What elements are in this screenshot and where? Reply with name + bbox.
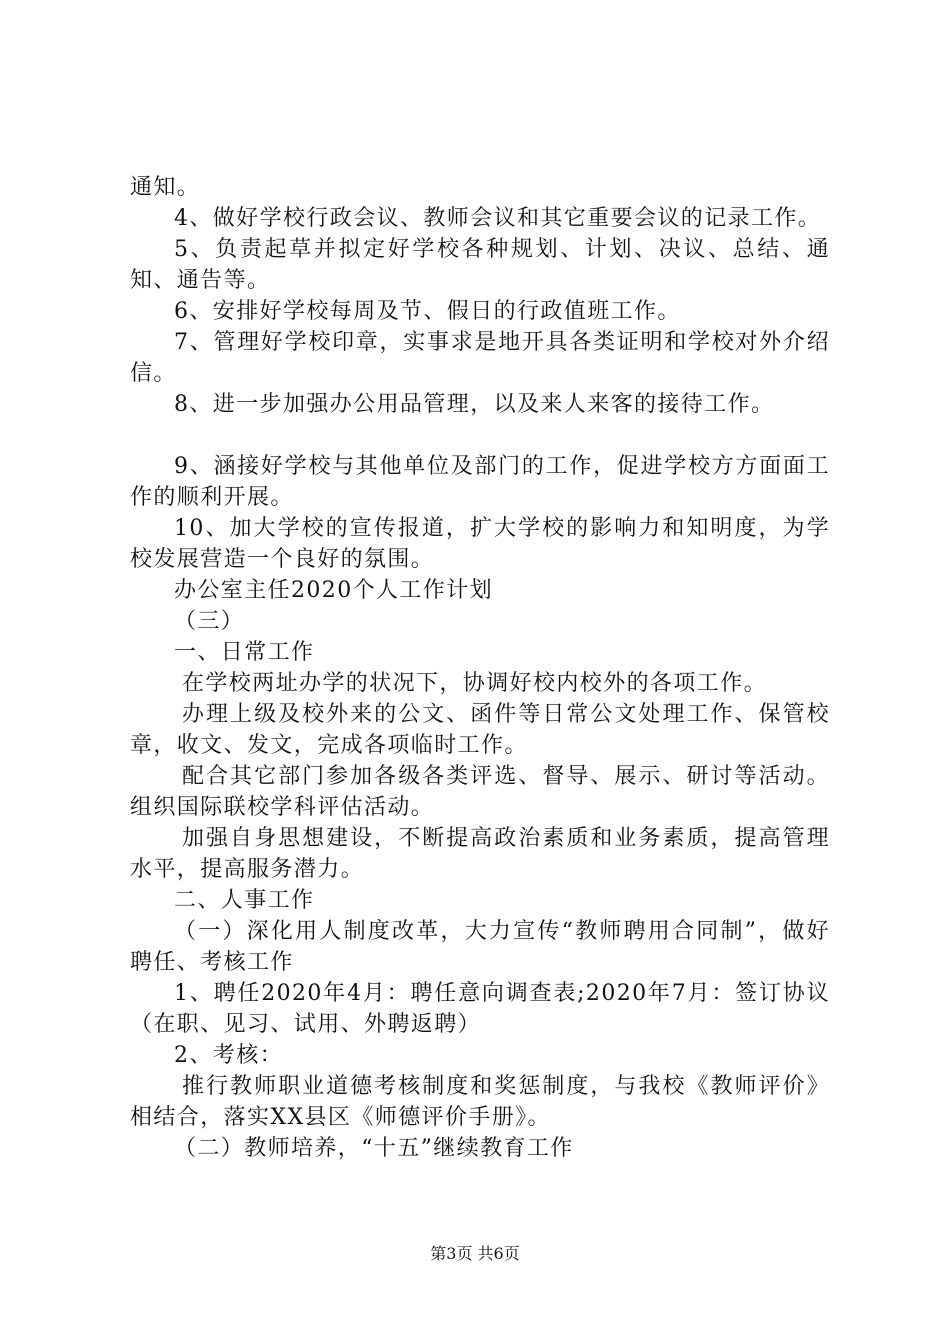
paragraph: （三） [174, 609, 245, 634]
paragraph: 办公室主任2020个人工作计划 [174, 578, 493, 603]
page-footer: 第3页 共6页 [430, 1244, 520, 1263]
paragraph: 通知。 [130, 175, 201, 200]
paragraph: 4、做好学校行政会议、教师会议和其它重要会议的记录工作。 [174, 206, 822, 231]
paragraph: 在学校两址办学的状况下，协调好校内校外的各项工作。 [182, 671, 768, 696]
paragraph: （二）教师培养，“十五”继续教育工作 [174, 1136, 574, 1161]
paragraph: 10、加大学校的宣传报道，扩大学校的影响力和知明度，为学校发展营造一个良好的氛围。 [130, 516, 830, 572]
paragraph: 9、涵接好学校与其他单位及部门的工作，促进学校方方面面工作的顺利开展。 [130, 454, 830, 510]
paragraph: 6、安排好学校每周及节、假日的行政值班工作。 [174, 299, 681, 324]
paragraph: 1、聘任2020年4月：聘任意向调查表;2020年7月：签订协议（在职、见习、试用、外聘返聘） [130, 981, 830, 1037]
paragraph: 二、人事工作 [174, 888, 315, 913]
paragraph: 一、日常工作 [174, 640, 315, 665]
paragraph: 7、管理好学校印章，实事求是地开具各类证明和学校对外介绍信。 [130, 330, 830, 386]
paragraph: 推行教师职业道德考核制度和奖惩制度，与我校《教师评价》相结合，落实XX县区《师德评价手册》。 [130, 1074, 830, 1130]
document-body [130, 172, 830, 1164]
paragraph: 8、进一步加强办公用品管理，以及来人来客的接待工作。 [174, 392, 775, 417]
paragraph: 办理上级及校外来的公文、函件等日常公文处理工作、保管校章，收文、发文，完成各项临时工作。 [130, 702, 830, 758]
blank-line [130, 420, 830, 451]
paragraph: 配合其它部门参加各级各类评选、督导、展示、研讨等活动。组织国际联校学科评估活动。 [130, 764, 830, 820]
paragraph: 加强自身思想建设，不断提高政治素质和业务素质，提高管理水平，提高服务潜力。 [130, 826, 830, 882]
paragraph: （一）深化用人制度改革，大力宣传“教师聘用合同制”，做好聘任、考核工作 [130, 919, 830, 975]
paragraph: 5、负责起草并拟定好学校各种规划、计划、决议、总结、通知、通告等。 [130, 237, 830, 293]
paragraph: 2、考核： [174, 1043, 283, 1068]
